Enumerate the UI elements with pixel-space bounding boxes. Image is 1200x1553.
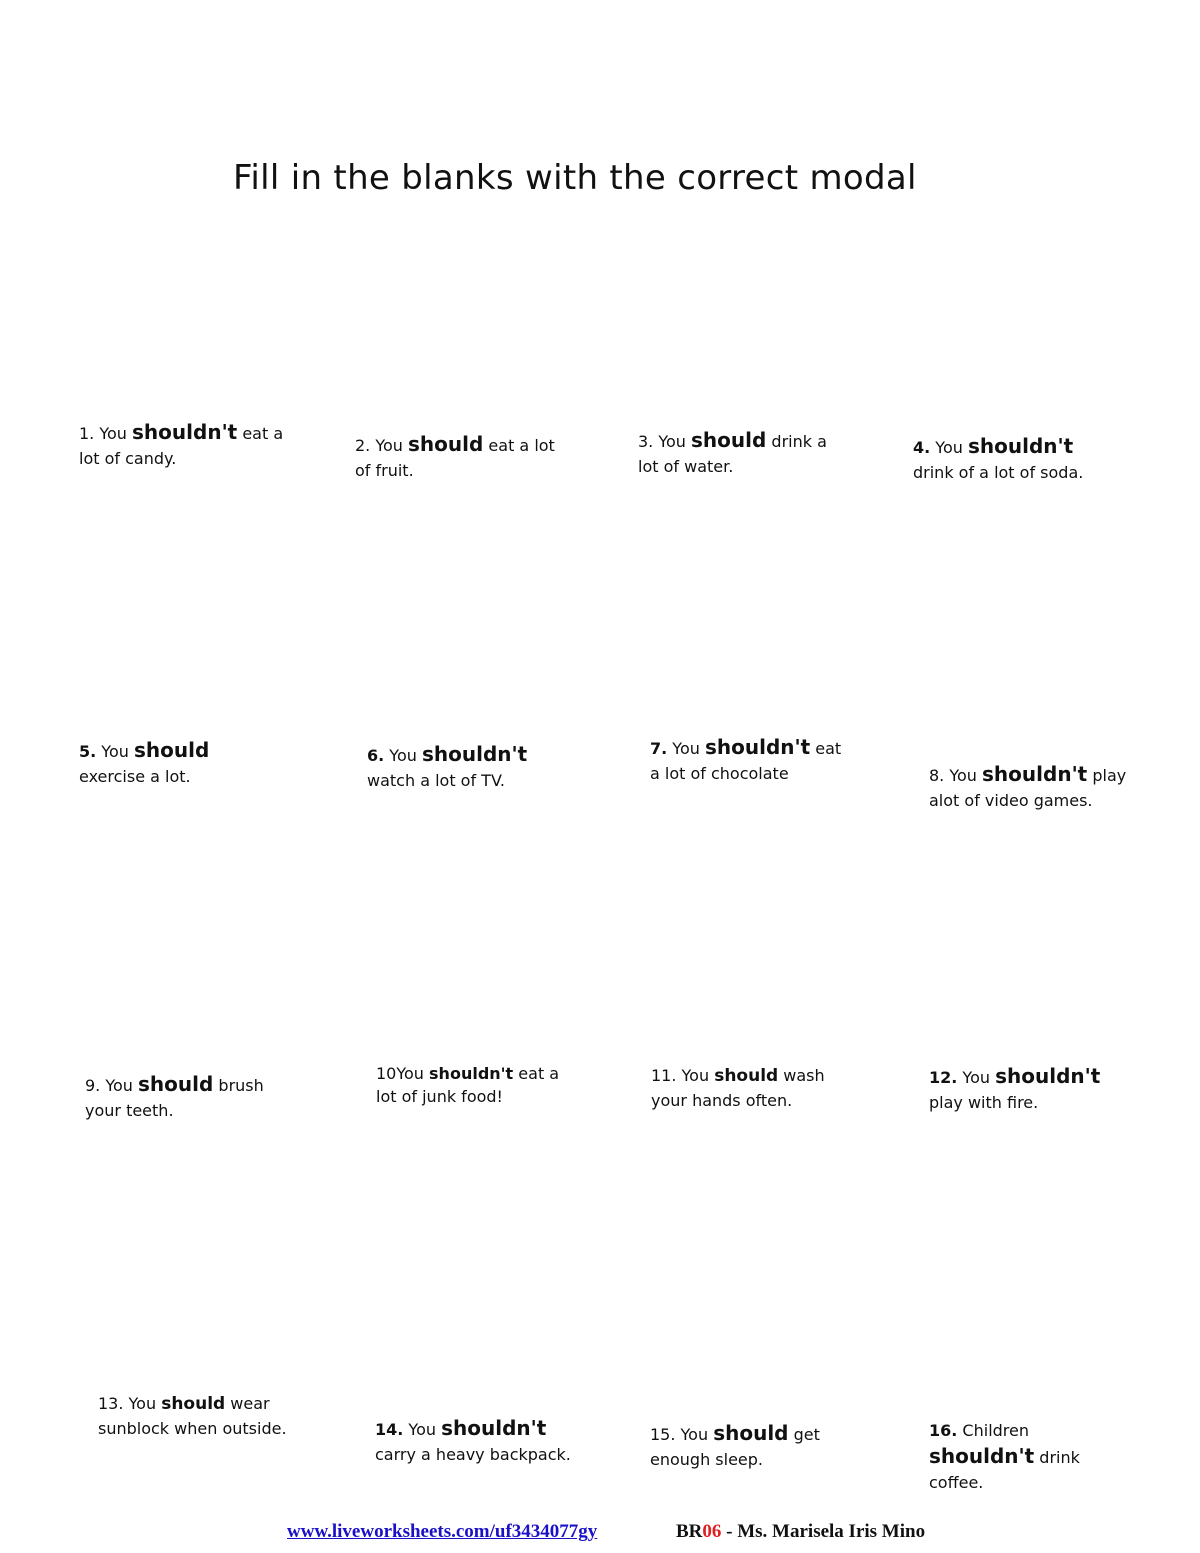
item-number: 15.: [650, 1425, 681, 1444]
item-suffix: wear sunblock when outside.: [98, 1394, 287, 1438]
item-prefix: You: [680, 1425, 714, 1444]
item-number: 1.: [79, 424, 100, 443]
item-prefix: You: [949, 766, 983, 785]
answer-field[interactable]: should: [138, 1072, 214, 1096]
exercise-item-1: [79, 418, 299, 470]
item-prefix: You: [681, 1066, 715, 1085]
item-prefix: You: [396, 1064, 430, 1083]
item-number: 4.: [913, 438, 931, 457]
item-number: 8.: [929, 766, 950, 785]
answer-field[interactable]: shouldn't: [967, 434, 1074, 458]
answer-field[interactable]: shouldn't: [441, 1416, 547, 1440]
item-prefix: You: [105, 1076, 139, 1095]
exercise-item-14: [375, 1414, 575, 1466]
answer-field[interactable]: should: [714, 1066, 779, 1086]
exercise-item-4: [913, 432, 1113, 484]
item-suffix: eat a lot of candy.: [79, 424, 284, 468]
answer-field[interactable]: should: [691, 428, 767, 452]
exercise-item-8: [929, 760, 1129, 812]
item-prefix: You: [96, 742, 134, 761]
item-suffix: eat a lot of chocolate: [650, 739, 842, 783]
exercise-item-15: [650, 1419, 840, 1471]
item-suffix: carry a heavy backpack.: [375, 1445, 571, 1464]
exercise-item-13: [98, 1392, 288, 1440]
item-prefix: You: [384, 746, 422, 765]
item-suffix: eat a lot of fruit.: [355, 436, 555, 480]
item-number: 7.: [650, 739, 668, 758]
footer-code-number: 06: [702, 1521, 722, 1542]
exercise-item-5: [79, 736, 239, 788]
item-number: 2.: [355, 436, 376, 455]
answer-field[interactable]: shouldn't: [995, 1064, 1101, 1088]
item-suffix: wash your hands often.: [651, 1066, 825, 1110]
item-number: 16.: [929, 1421, 958, 1440]
exercise-item-11: [651, 1064, 831, 1112]
answer-field[interactable]: shouldn't: [429, 1064, 514, 1083]
item-suffix: eat a lot of junk food!: [376, 1064, 560, 1107]
item-number: 14.: [375, 1420, 404, 1439]
item-number: 12.: [929, 1068, 958, 1087]
exercise-item-7: [650, 733, 850, 785]
item-prefix: Children: [957, 1421, 1029, 1440]
answer-field[interactable]: shouldn't: [704, 735, 811, 759]
item-prefix: You: [930, 438, 968, 457]
item-number: 6.: [367, 746, 385, 765]
item-suffix: drink coffee.: [929, 1448, 1080, 1493]
footer-author: - Ms. Marisela Iris Mino: [721, 1521, 926, 1542]
item-number: 3.: [638, 432, 659, 451]
answer-field[interactable]: should: [161, 1394, 226, 1414]
item-number: 9.: [85, 1076, 106, 1095]
exercise-item-12: [929, 1062, 1129, 1114]
item-number: 10: [376, 1064, 397, 1083]
item-number: 5.: [79, 742, 97, 761]
exercise-item-2: [355, 430, 560, 482]
worksheet-title: Fill in the blanks with the correct modal: [233, 158, 917, 198]
item-prefix: You: [403, 1420, 442, 1439]
answer-field[interactable]: should: [713, 1421, 789, 1445]
answer-field[interactable]: shouldn't: [929, 1444, 1035, 1469]
answer-field[interactable]: shouldn't: [132, 420, 238, 444]
footer-code-prefix: BR: [676, 1521, 703, 1542]
item-prefix: You: [658, 432, 692, 451]
item-number: 13.: [98, 1394, 129, 1413]
item-prefix: You: [957, 1068, 996, 1087]
item-suffix: drink of a lot of soda.: [913, 463, 1084, 482]
item-suffix: exercise a lot.: [79, 767, 191, 786]
footer-credit: [676, 1521, 925, 1543]
exercise-item-10: [376, 1062, 571, 1108]
exercise-item-9: [85, 1070, 265, 1122]
item-number: 11.: [651, 1066, 682, 1085]
answer-field[interactable]: shouldn't: [421, 742, 528, 766]
footer-link[interactable]: www.liveworksheets.com/uf3434077gy: [287, 1521, 598, 1542]
exercise-item-16: [929, 1419, 1139, 1494]
item-suffix: play with fire.: [929, 1093, 1039, 1112]
answer-field[interactable]: should: [408, 432, 484, 456]
item-suffix: play alot of video games.: [929, 766, 1127, 810]
item-suffix: watch a lot of TV.: [367, 771, 505, 790]
item-prefix: You: [375, 436, 409, 455]
item-suffix: get enough sleep.: [650, 1425, 820, 1469]
exercise-item-3: [638, 426, 838, 478]
answer-field[interactable]: should: [133, 738, 210, 762]
answer-field[interactable]: shouldn't: [982, 762, 1088, 786]
item-prefix: You: [128, 1394, 162, 1413]
item-prefix: You: [99, 424, 133, 443]
item-suffix: brush your teeth.: [85, 1076, 264, 1120]
exercise-item-6: [367, 740, 557, 792]
item-suffix: drink a lot of water.: [638, 432, 827, 476]
item-prefix: You: [667, 739, 705, 758]
